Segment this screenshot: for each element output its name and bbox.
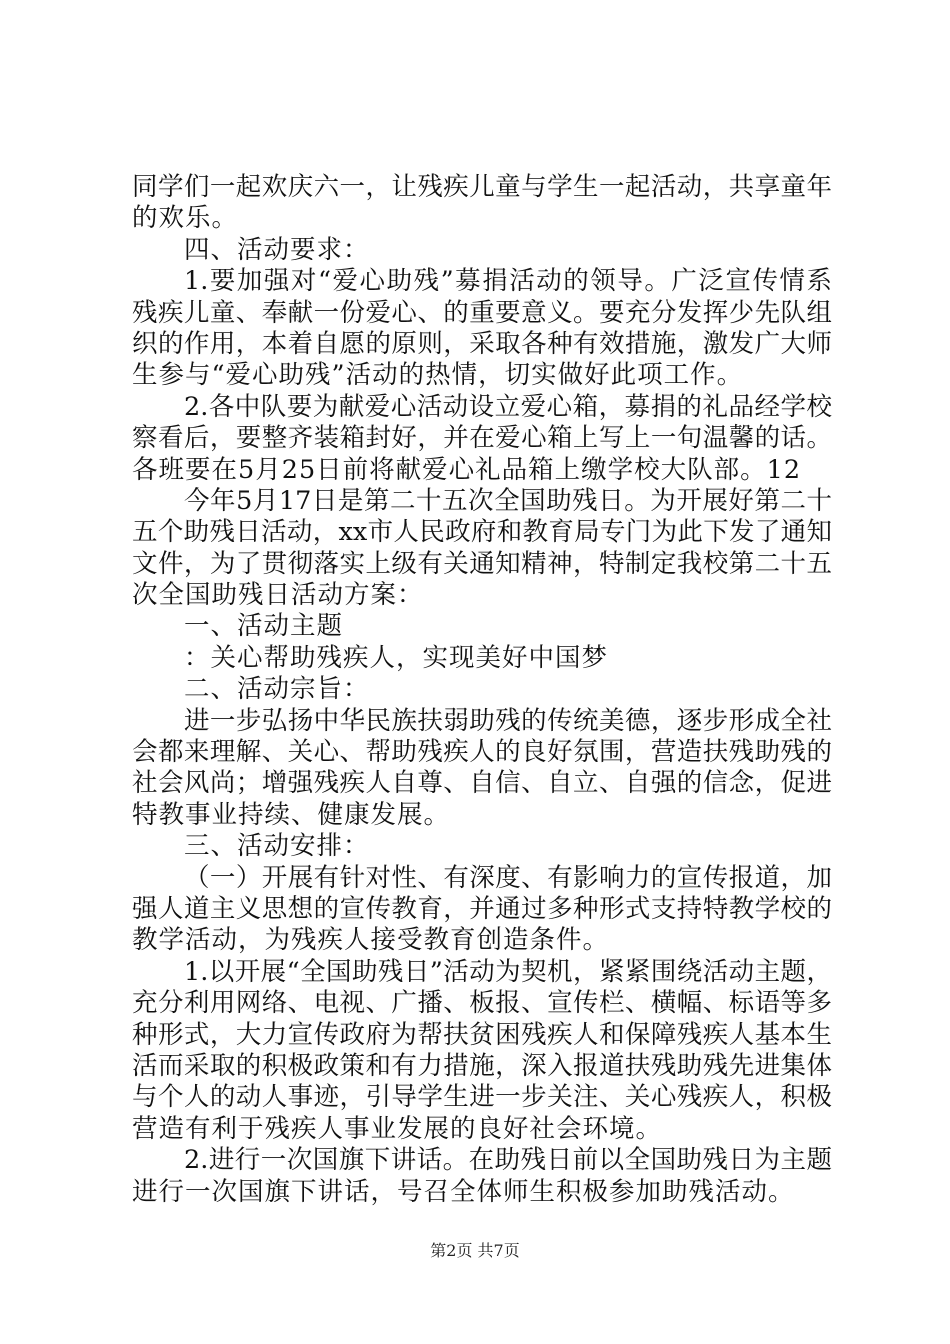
text-line: 进一步弘扬中华民族扶弱助残的传统美德，逐步形成全社 bbox=[184, 705, 832, 736]
text-line: 今年5月17日是第二十五次全国助残日。为开展好第二十 bbox=[184, 485, 832, 516]
section-heading: 二、活动宗旨： bbox=[184, 674, 370, 705]
text-line: 1.要加强对“爱心助残”募捐活动的领导。广泛宣传情系 bbox=[184, 266, 832, 297]
text-line: 察看后，要整齐装箱封好，并在爱心箱上写上一句温馨的话。 bbox=[132, 423, 832, 454]
text-line: 活而采取的积极政策和有力措施，深入报道扶残助残先进集体 bbox=[132, 1050, 832, 1081]
text-line: 2.进行一次国旗下讲话。在助残日前以全国助残日为主题 bbox=[184, 1145, 832, 1176]
text-line: 次全国助残日活动方案： bbox=[132, 580, 424, 611]
document-body bbox=[132, 172, 832, 1208]
page-number-label: 第2页 共7页 bbox=[430, 1241, 520, 1260]
text-line: 同学们一起欢庆六一，让残疾儿童与学生一起活动，共享童年 bbox=[132, 172, 832, 202]
text-line: 营造有利于残疾人事业发展的良好社会环境。 bbox=[132, 1113, 663, 1144]
section-heading: 四、活动要求： bbox=[184, 234, 370, 265]
text-line: ：关心帮助残疾人，实现美好中国梦 bbox=[184, 642, 609, 673]
text-line: 五个助残日活动，xx市人民政府和教育局专门为此下发了通知 bbox=[132, 517, 832, 548]
text-line: （一）开展有针对性、有深度、有影响力的宣传报道，加 bbox=[184, 862, 832, 893]
text-line: 各班要在5月25日前将献爱心礼品箱上缴学校大队部。12 bbox=[132, 454, 802, 485]
text-line: 社会风尚；增强残疾人自尊、自信、自立、自强的信念，促进 bbox=[132, 768, 832, 799]
text-line: 教学活动，为残疾人接受教育创造条件。 bbox=[132, 925, 610, 956]
text-line: 1.以开展“全国助残日”活动为契机，紧紧围绕活动主题， bbox=[184, 956, 832, 987]
section-heading: 一、活动主题 bbox=[184, 611, 344, 642]
text-line: 2.各中队要为献爱心活动设立爱心箱，募捐的礼品经学校 bbox=[184, 391, 832, 422]
text-line: 会都来理解、关心、帮助残疾人的良好氛围，营造扶残助残的 bbox=[132, 737, 832, 768]
page-footer bbox=[0, 1241, 950, 1261]
text-line: 的欢乐。 bbox=[132, 203, 239, 234]
text-line: 强人道主义思想的宣传教育，并通过多种形式支持特教学校的 bbox=[132, 893, 832, 924]
text-line: 文件，为了贯彻落实上级有关通知精神，特制定我校第二十五 bbox=[132, 548, 832, 579]
text-line: 生参与“爱心助残”活动的热情，切实做好此项工作。 bbox=[132, 360, 744, 391]
text-line: 残疾儿童、奉献一份爱心、的重要意义。要充分发挥少先队组 bbox=[132, 297, 832, 328]
text-line: 进行一次国旗下讲话，号召全体师生积极参加助残活动。 bbox=[132, 1176, 795, 1207]
text-line: 充分利用网络、电视、广播、板报、宣传栏、横幅、标语等多 bbox=[132, 988, 832, 1019]
section-heading: 三、活动安排： bbox=[184, 831, 370, 862]
text-line: 织的作用，本着自愿的原则，采取各种有效措施，激发广大师 bbox=[132, 328, 832, 359]
text-line: 种形式，大力宣传政府为帮扶贫困残疾人和保障残疾人基本生 bbox=[132, 1019, 832, 1050]
text-line: 特教事业持续、健康发展。 bbox=[132, 799, 451, 830]
text-line: 与个人的动人事迹，引导学生进一步关注、关心残疾人，积极 bbox=[132, 1082, 832, 1113]
